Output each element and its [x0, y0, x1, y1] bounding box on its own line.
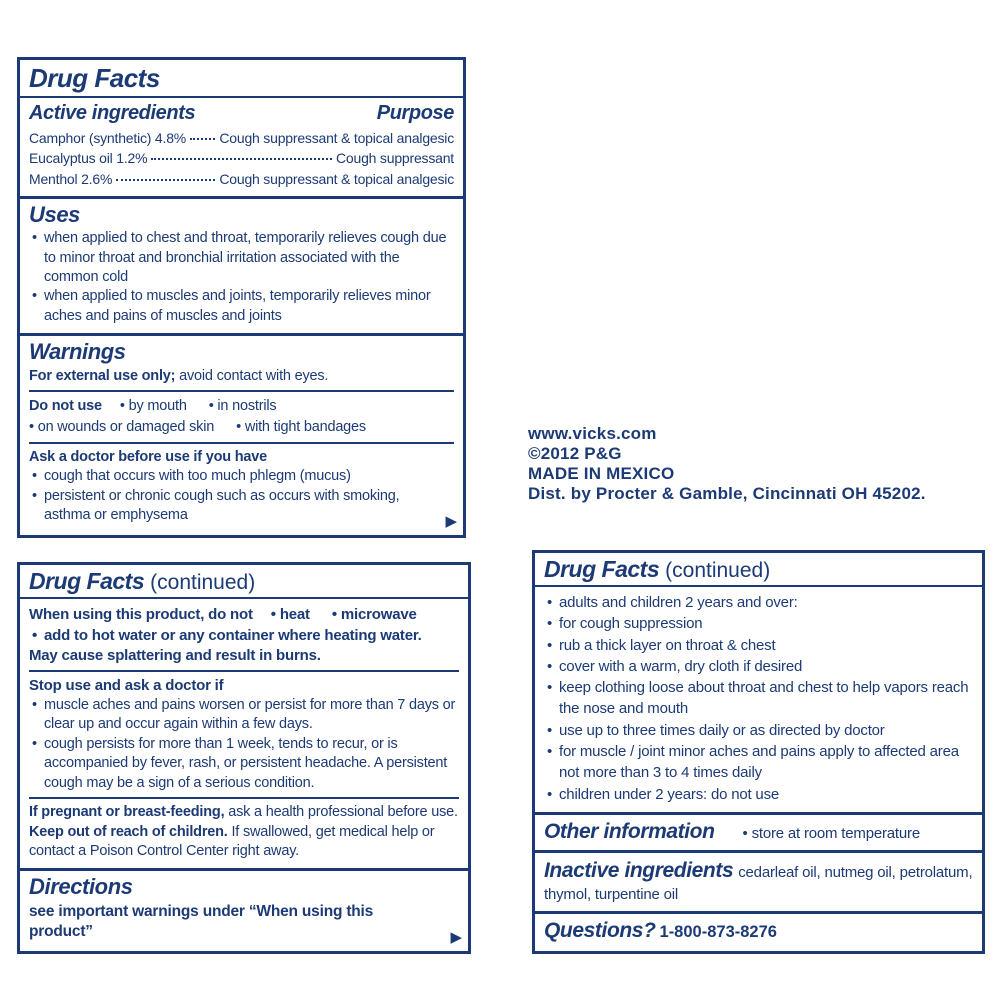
when-using-line3: May cause splattering and result in burns.: [29, 646, 321, 664]
do-not-use-item: • in nostrils: [209, 398, 277, 414]
purpose-heading: Purpose: [376, 102, 454, 124]
drug-facts-title: Drug Facts: [544, 556, 660, 582]
dot-leader: [190, 138, 215, 140]
drug-facts-title-row: [20, 565, 468, 599]
when-using-bullet: • add to hot water or any container where heating water.: [29, 626, 459, 646]
uses-bullet: • when applied to chest and throat, temporarily relieves cough due to minor throat and bronchial irritation associated with the common cold: [29, 229, 454, 287]
stop-use-bullet: • cough persists for more than 1 week, tends to recur, or is accompanied by fever, rash, or persistent headache. A persistent cough may be a sign of a serious condition.: [29, 735, 459, 793]
external-use-bold: For external use only;: [29, 367, 176, 384]
dot-leader: [116, 179, 215, 181]
other-information-heading: Other information: [544, 819, 715, 843]
warnings-section: [20, 333, 463, 534]
do-not-use-line2: [29, 417, 454, 438]
ingredient-purpose: Cough suppressant & topical analgesic: [219, 170, 454, 187]
active-ingredients-heading: Active ingredients: [29, 102, 196, 124]
distributor-line: Dist. by Procter & Gamble, Cincinnati OH 45202.: [528, 484, 926, 503]
pregnant-line: [29, 803, 459, 822]
direction-bullet: • for cough suppression: [544, 613, 973, 634]
direction-bullet: • use up to three times daily or as directed by doctor: [544, 720, 973, 741]
keep-out-rest: If swallowed, get medical help or contact a Poison Control Center right away.: [29, 823, 435, 859]
continued-label: (continued): [150, 571, 256, 594]
when-using-lead: When using this product, do not: [29, 606, 253, 623]
divider: [29, 797, 459, 799]
direction-bullet: • for muscle / joint minor aches and pains apply to affected area not more than 3 to 4 times daily: [544, 741, 973, 784]
pregnant-rest: ask a health professional before use.: [224, 804, 458, 821]
direction-bullet: • keep clothing loose about throat and chest to help vapors reach the nose and mouth: [544, 677, 973, 720]
copyright-line: ©2012 P&G: [528, 444, 622, 463]
questions-phone: 1-800-873-8276: [659, 922, 777, 941]
divider: [29, 670, 459, 672]
ingredient-purpose: Cough suppressant & topical analgesic: [219, 130, 454, 146]
directions-detail-section: [535, 587, 982, 812]
keep-out-bold: Keep out of reach of children.: [29, 823, 228, 840]
do-not-use-line: [29, 396, 454, 417]
uses-section: [20, 196, 463, 333]
stop-use-lead: Stop use and ask a doctor if: [29, 676, 224, 694]
ingredient-row: [29, 148, 454, 168]
other-information-bullet: • store at room temperature: [743, 825, 920, 842]
do-not-use-lead: Do not use: [29, 398, 102, 415]
warnings-heading: Warnings: [29, 339, 126, 365]
when-using-item: • heat: [271, 606, 310, 623]
divider: [29, 442, 454, 444]
ask-doctor-lead: Ask a doctor before use if you have: [29, 449, 267, 466]
inactive-ingredients-line: [544, 857, 973, 906]
do-not-use-item: • on wounds or damaged skin: [29, 419, 214, 435]
ingredient-row: [29, 169, 454, 189]
drug-facts-continued-left-panel: [17, 562, 471, 954]
directions-text: see important warnings under “When using this product”: [29, 902, 374, 941]
do-not-use-item: • by mouth: [120, 398, 187, 414]
do-not-use-item: • with tight bandages: [236, 419, 366, 435]
ingredient-name: Menthol 2.6%: [29, 170, 113, 187]
ingredient-purpose: Cough suppressant: [335, 150, 454, 167]
distributor-block: [528, 424, 926, 504]
uses-heading: Uses: [29, 201, 80, 227]
divider: [29, 390, 454, 392]
directions-section: [20, 868, 468, 951]
drug-facts-continued-right-panel: [532, 550, 985, 954]
drug-facts-title: Drug Facts: [29, 63, 160, 93]
drug-facts-title: Drug Facts: [29, 568, 145, 594]
made-in-line: MADE IN MEXICO: [528, 464, 675, 483]
active-ingredients-section: [20, 98, 463, 196]
direction-bullet: • rub a thick layer on throat & chest: [544, 635, 973, 656]
keep-out-line: [29, 823, 459, 862]
when-using-item: • microwave: [332, 606, 417, 623]
direction-bullet: • cover with a warm, dry cloth if desired: [544, 656, 973, 677]
pregnant-bold: If pregnant or breast-feeding,: [29, 804, 225, 821]
continue-arrow-icon: ▶: [445, 512, 457, 530]
ingredient-row: [29, 128, 454, 148]
when-using-line: [29, 604, 459, 626]
when-using-section: [20, 599, 468, 868]
stop-use-bullet: • muscle aches and pains worsen or persist for more than 7 days or clear up and occur again within a few days.: [29, 696, 459, 735]
continued-label: (continued): [665, 559, 771, 582]
direction-bullet: • adults and children 2 years and over:: [544, 592, 973, 613]
inactive-ingredients-text: cedarleaf oil, nutmeg oil, petrolatum, thymol, turpentine oil: [544, 864, 973, 904]
directions-heading: Directions: [29, 874, 133, 900]
website-url: www.vicks.com: [528, 424, 657, 443]
drug-facts-title-row: [535, 553, 982, 587]
active-ingredients-header: [29, 102, 454, 125]
questions-heading: Questions?: [544, 918, 656, 942]
other-information-section: [535, 812, 982, 850]
inactive-ingredients-section: [535, 850, 982, 911]
ingredient-name: Eucalyptus oil 1.2%: [29, 150, 148, 167]
inactive-ingredients-heading: Inactive ingredients: [544, 859, 734, 883]
continue-arrow-icon: ▶: [450, 929, 462, 947]
external-use-rest: avoid contact with eyes.: [175, 367, 329, 384]
questions-section: [535, 911, 982, 951]
drug-facts-title-row: [20, 60, 463, 98]
ask-doctor-bullet: • cough that occurs with too much phlegm (mucus): [29, 467, 454, 486]
drug-facts-panel: [17, 57, 466, 538]
direction-bullet: • children under 2 years: do not use: [544, 784, 973, 805]
uses-bullet: • when applied to muscles and joints, temporarily relieves minor aches and pains of muscles and joints: [29, 287, 454, 326]
dot-leader: [151, 158, 332, 160]
ask-doctor-bullet: • persistent or chronic cough such as occurs with smoking, asthma or emphysema: [29, 487, 454, 526]
external-use-line: [29, 367, 454, 386]
ingredient-name: Camphor (synthetic) 4.8%: [29, 130, 187, 146]
